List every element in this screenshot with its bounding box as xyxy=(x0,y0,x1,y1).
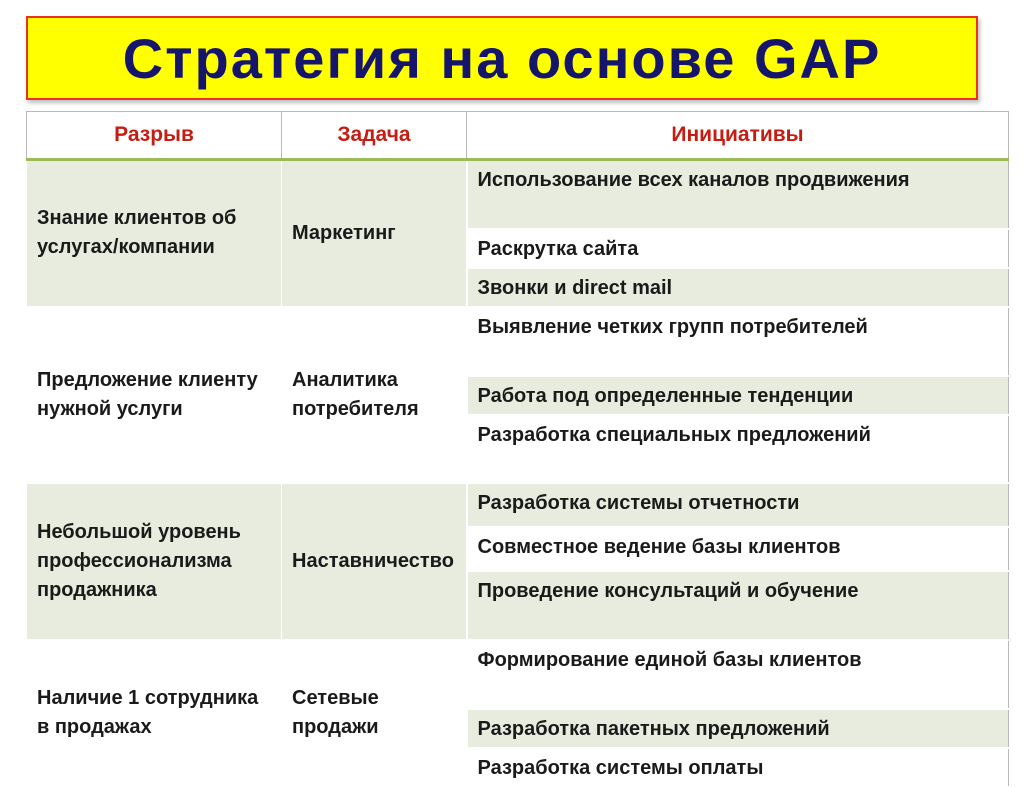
page-title: Стратегия на основе GAP xyxy=(122,26,882,90)
initiative-cell: Разработка системы оплаты xyxy=(467,748,1009,787)
gap-strategy-table xyxy=(26,111,1009,788)
table-row xyxy=(27,307,1009,376)
task-cell: Маркетинг xyxy=(282,160,467,307)
initiative-cell: Выявление четких групп потребителей xyxy=(467,307,1009,376)
initiative-cell: Разработка специальных предложений xyxy=(467,415,1009,483)
gap-cell: Знание клиентов об услугах/компании xyxy=(27,160,282,307)
table-row xyxy=(27,640,1009,709)
gap-cell: Небольшой уровень профессионализма продажника xyxy=(27,483,282,640)
initiative-cell: Разработка системы отчетности xyxy=(467,483,1009,527)
gap-cell: Наличие 1 сотрудника в продажах xyxy=(27,640,282,787)
initiative-cell: Раскрутка сайта xyxy=(467,229,1009,268)
title-banner xyxy=(26,16,978,100)
initiative-cell: Звонки и direct mail xyxy=(467,268,1009,307)
header-gap: Разрыв xyxy=(27,112,282,160)
initiative-cell: Формирование единой базы клиентов xyxy=(467,640,1009,709)
initiative-cell: Совместное ведение базы клиентов xyxy=(467,527,1009,571)
table-header-row xyxy=(27,112,1009,160)
table-row xyxy=(27,483,1009,527)
initiative-cell: Разработка пакетных предложений xyxy=(467,709,1009,748)
task-cell: Наставничество xyxy=(282,483,467,640)
initiative-cell: Работа под определенные тенденции xyxy=(467,376,1009,415)
gap-cell: Предложение клиенту нужной услуги xyxy=(27,307,282,483)
initiative-cell: Использование всех каналов продвижения xyxy=(467,160,1009,229)
initiative-cell: Проведение консультаций и обучение xyxy=(467,571,1009,640)
table-row xyxy=(27,160,1009,229)
task-cell: Аналитика потребителя xyxy=(282,307,467,483)
task-cell: Сетевые продажи xyxy=(282,640,467,787)
header-task: Задача xyxy=(282,112,467,160)
header-initiatives: Инициативы xyxy=(467,112,1009,160)
